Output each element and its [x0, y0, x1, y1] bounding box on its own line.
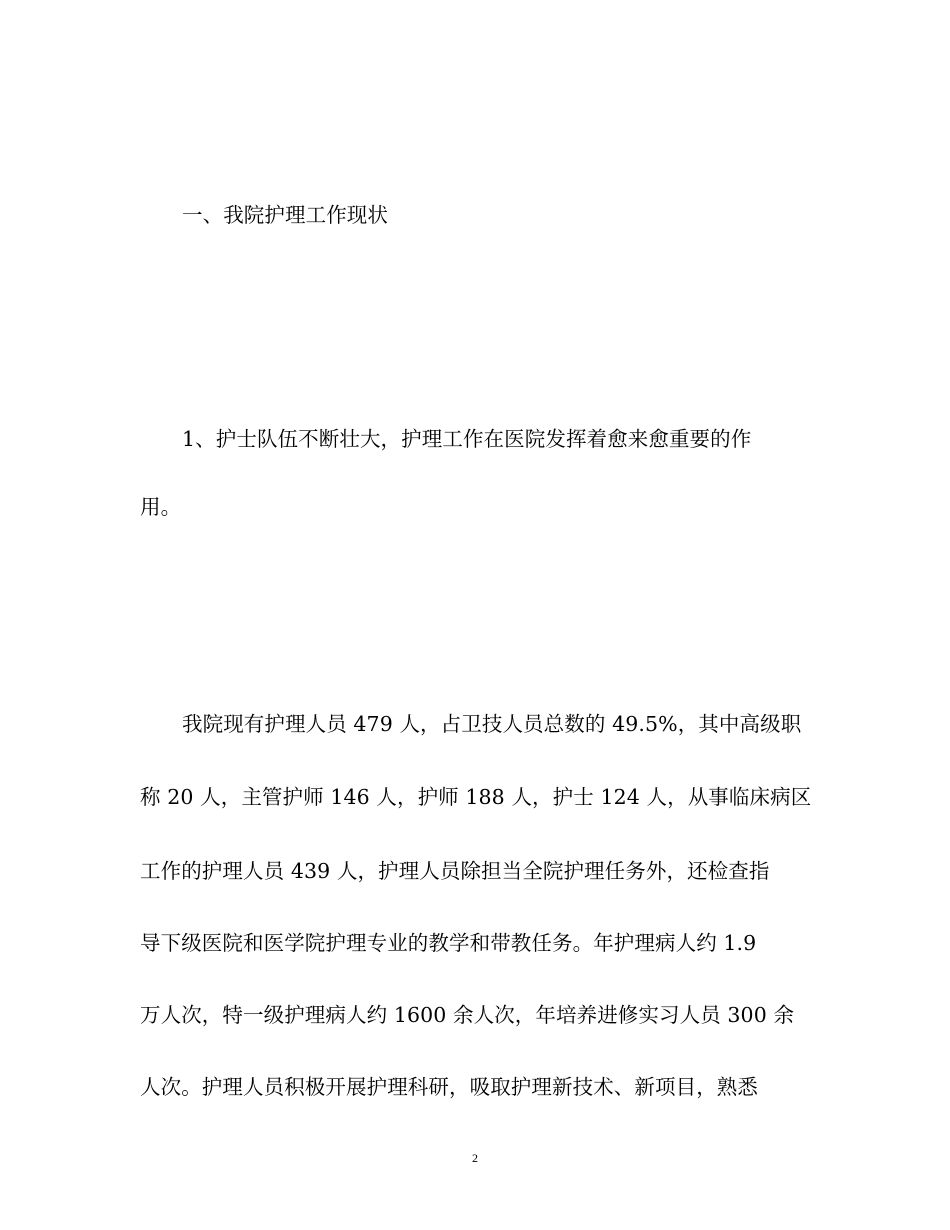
page-number: 2 — [472, 1151, 478, 1165]
paragraph-line-4: 导下级医院和医学院护理专业的教学和带教任务。年护理病人约 1.9 — [140, 931, 757, 955]
paragraph-line-5: 万人次，特一级护理病人约 1600 余人次，年培养进修实习人员 300 余 — [140, 1003, 795, 1027]
subheading-line-2: 用。 — [140, 495, 182, 519]
section-heading: 一、我院护理工作现状 — [182, 203, 388, 227]
subheading-line-1: 1、护士队伍不断壮大，护理工作在医院发挥着愈来愈重要的作 — [182, 427, 752, 451]
paragraph-line-3: 工作的护理人员 439 人，护理人员除担当全院护理任务外，还检查指 — [140, 859, 770, 883]
paragraph-line-1: 我院现有护理人员 479 人，占卫技人员总数的 49.5%，其中高级职 — [182, 712, 802, 736]
paragraph-line-6: 人次。护理人员积极开展护理科研，吸取护理新技术、新项目，熟悉 — [140, 1075, 758, 1099]
paragraph-line-2: 称 20 人，主管护师 146 人，护师 188 人，护士 124 人，从事临床病区 — [140, 785, 812, 809]
